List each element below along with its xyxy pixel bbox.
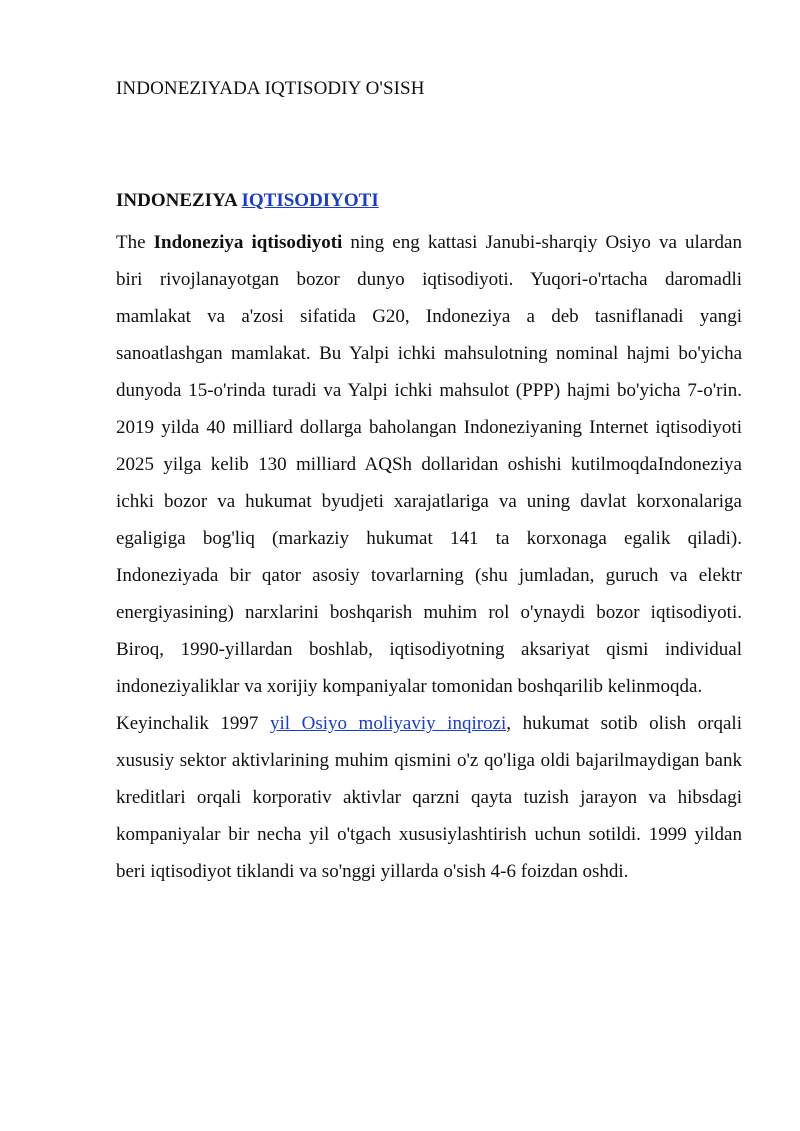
paragraph-2-after: , hukumat sotib olish orqali xususiy sektor aktivlarining muhim qismini o'z qo'liga oldi bajarilmaydigan bank kreditlari orqali korporativ aktivlar qarzni qayta tuzish jarayon va hibsdagi kompaniyalar bir necha yil o'tgach xususiylashtirish uchun sotildi. 1999 yildan beri iqtisodiyot tiklandi va so'nggi yillarda o'sish 4-6 foizdan oshdi.	[116, 713, 742, 882]
paragraph-1	[116, 224, 742, 705]
heading-link[interactable]: IQTISODIYOTI	[241, 190, 379, 211]
paragraph-1-intro: The	[116, 232, 146, 253]
paragraph-1-text: ning eng kattasi Janubi-sharqiy Osiyo va ulardan biri rivojlanayotgan bozor dunyo iqtisodiyoti. Yuqori-o'rtacha daromadli mamlakat va a'zosi sifatida G20, Indoneziya a deb tasniflanadi yangi sanoatlashgan mamlakat. Bu Yalpi ichki mahsulotning nominal hajmi bo'yicha dunyoda 15-o'rinda turadi va Yalpi ichki mahsulot (PPP) hajmi bo'yicha 7-o'rin. 2019 yilda 40 milliard dollarga baholangan Indoneziyaning Internet iqtisodiyoti 2025 yilga kelib 130 milliard AQSh dollaridan oshishi kutilmoqdaIndoneziya ichki bozor va hukumat byudjeti xarajatlariga va uning davlat korxonalariga egaligiga bog'liq (markaziy hukumat 141 ta korxonaga egalik qiladi). Indoneziyada bir qator asosiy tovarlarning (shu jumladan, guruch va elektr energiyasining) narxlarini boshqarish muhim rol o'ynaydi bozor iqtisodiyoti. Biroq, 1990-yillardan boshlab, iqtisodiyotning aksariyat qismi individual indoneziyaliklar va xorijiy kompaniyalar tomonidan boshqarilib kelinmoqda.	[116, 232, 742, 697]
paragraph-2-before: Keyinchalik 1997	[116, 713, 259, 734]
section-heading	[116, 190, 379, 212]
paragraph-2	[116, 705, 742, 890]
paragraph-1-bold: Indoneziya iqtisodiyoti	[153, 232, 343, 253]
heading-text: INDONEZIYA	[116, 190, 237, 211]
document-title: INDONEZIYADA IQTISODIY O'SISH	[116, 78, 425, 99]
crisis-link[interactable]: yil Osiyo moliyaviy inqirozi	[269, 713, 507, 734]
body-text	[116, 224, 742, 890]
